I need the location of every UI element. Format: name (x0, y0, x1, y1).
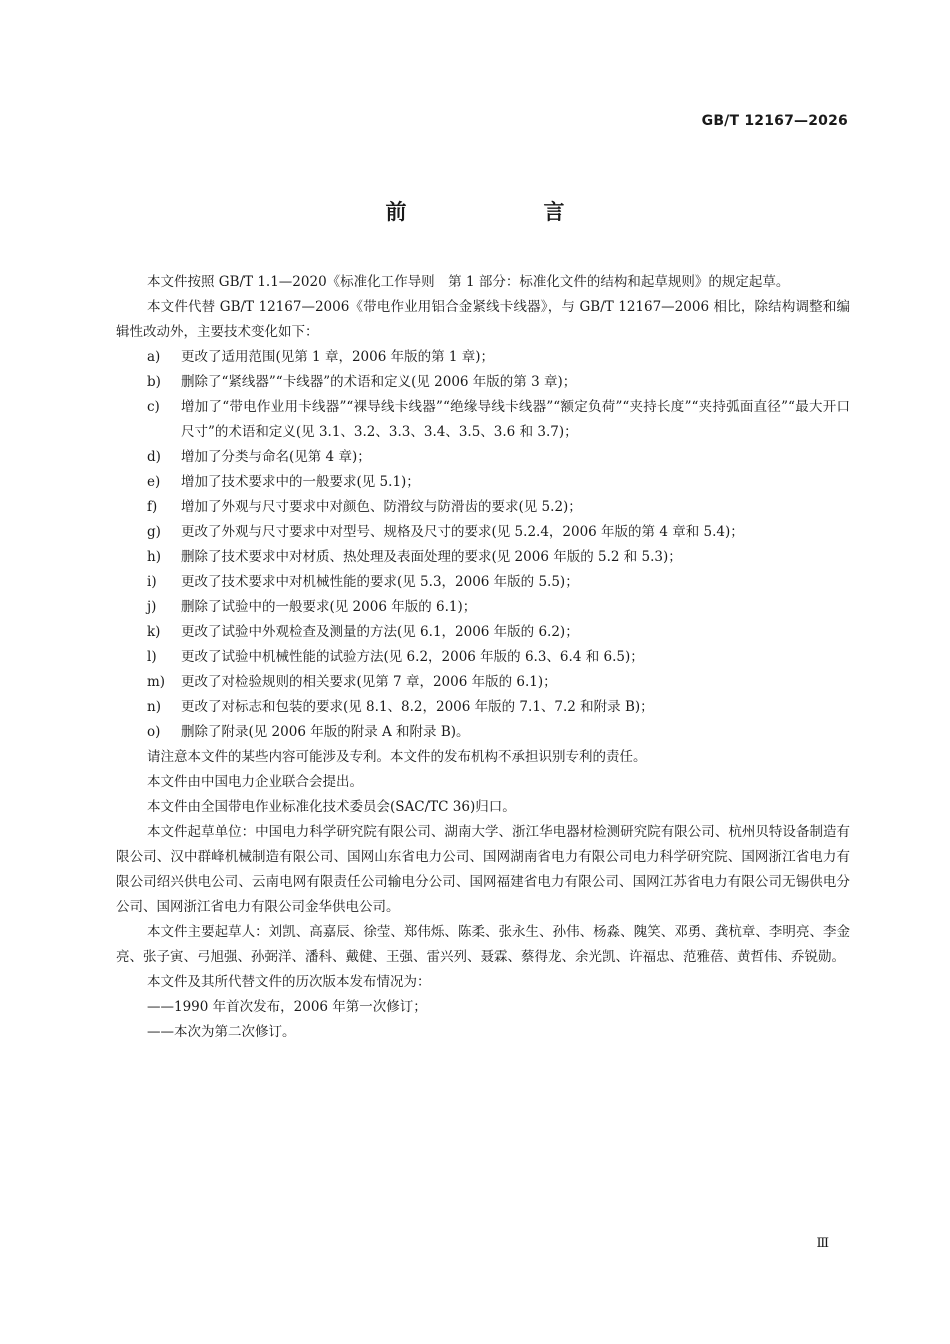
list-item (116, 695, 850, 720)
list-item (116, 645, 850, 670)
list-item (116, 620, 850, 645)
list-item (116, 720, 850, 745)
list-item-text: 删除了技术要求中对材质、热处理及表面处理的要求(见 2006 年版的 5.2 和 5.3)； (181, 549, 682, 565)
list-item (116, 595, 850, 620)
list-item-label: o) (147, 724, 161, 740)
list-item-text: 增加了技术要求中的一般要求(见 5.1)； (181, 474, 420, 490)
list-item-label: g) (147, 524, 161, 540)
list-item-text: 更改了外观与尺寸要求中对型号、规格及尺寸的要求(见 5.2.4，2006 年版的第 4 章和 5.4)； (181, 524, 744, 540)
list-item (116, 370, 850, 395)
list-item-text: 更改了技术要求中对机械性能的要求(见 5.3，2006 年版的 5.5)； (181, 574, 579, 590)
patent-notice: 请注意本文件的某些内容可能涉及专利。本文件的发布机构不承担识别专利的责任。 (147, 749, 647, 765)
page-number: Ⅲ (816, 1236, 829, 1251)
page-title: 前 言 (385, 200, 623, 224)
drafters-paragraph: 本文件主要起草人：刘凯、高嘉辰、徐莹、郑伟烁、陈柔、张永生、孙伟、杨淼、隗笑、邓勇、龚杭章、李明亮、李金亮、张子寅、弓旭强、孙弼洋、潘科、戴健、王强、雷兴列、聂霖、蔡得龙、余光凯、许福忠、范雅蓓、黄哲伟、乔锐勋。 (116, 924, 850, 965)
changes-list (116, 345, 850, 745)
list-item-label: m) (147, 674, 166, 690)
standard-number: GB/T 12167—2026 (701, 113, 848, 129)
list-item-label: i) (147, 574, 157, 590)
document-body (116, 270, 850, 1045)
list-item (116, 670, 850, 695)
list-item-text: 增加了分类与命名(见第 4 章)； (181, 449, 371, 465)
list-item-label: d) (147, 449, 161, 465)
intro-paragraph: 本文件代替 GB/T 12167—2006《带电作业用铝合金紧线卡线器》，与 GB/T 12167—2006 相比，除结构调整和编辑性改动外，主要技术变化如下： (116, 299, 850, 340)
list-item (116, 470, 850, 495)
list-item-label: a) (147, 349, 161, 365)
list-item-label: k) (147, 624, 161, 640)
intro-paragraph: 本文件按照 GB/T 1.1—2020《标准化工作导则 第 1 部分：标准化文件的结构和起草规则》的规定起草。 (147, 274, 790, 290)
list-item (116, 495, 850, 520)
list-item-text: 更改了试验中机械性能的试验方法(见 6.2，2006 年版的 6.3、6.4 和 6.5)； (181, 649, 644, 665)
list-item-text: 删除了附录(见 2006 年版的附录 A 和附录 B)。 (181, 724, 470, 740)
history-intro: 本文件及其所代替文件的历次版本发布情况为： (147, 974, 431, 990)
list-item-text: 更改了对标志和包装的要求(见 8.1、8.2，2006 年版的 7.1、7.2 和附录 B)； (181, 699, 654, 715)
list-item-label: b) (147, 374, 161, 390)
list-item-label: c) (147, 399, 160, 415)
list-item-text: 删除了试验中的一般要求(见 2006 年版的 6.1)； (181, 599, 477, 615)
list-item-label: n) (147, 699, 161, 715)
centralized-by-paragraph: 本文件由全国带电作业标准化技术委员会(SAC/TC 36)归口。 (147, 799, 516, 815)
drafting-units-paragraph: 本文件起草单位：中国电力科学研究院有限公司、湖南大学、浙江华电器材检测研究院有限公司、杭州贝特设备制造有限公司、汉中群峰机械制造有限公司、国网山东省电力公司、国网湖南省电力有限公司电力科学研究院、国网浙江省电力有限公司绍兴供电公司、云南电网有限责任公司输电分公司、国网福建省电力有限公司、国网江苏省电力有限公司无锡供电分公司、国网浙江省电力有限公司金华供电公司。 (116, 824, 850, 915)
list-item (116, 520, 850, 545)
history-item: ——1990 年首次发布，2006 年第一次修订； (147, 999, 427, 1015)
list-item (116, 345, 850, 370)
list-item (116, 445, 850, 470)
list-item-text: 更改了对检验规则的相关要求(见第 7 章，2006 年版的 6.1)； (181, 674, 557, 690)
list-item (116, 570, 850, 595)
proposer-paragraph: 本文件由中国电力企业联合会提出。 (147, 774, 363, 790)
list-item-text: 更改了适用范围(见第 1 章，2006 年版的第 1 章)； (181, 349, 495, 365)
list-item-text: 删除了“紧线器”“卡线器”的术语和定义(见 2006 年版的第 3 章)； (181, 374, 577, 390)
list-item-label: h) (147, 549, 161, 565)
list-item-label: f) (147, 499, 158, 515)
list-item-label: l) (147, 649, 157, 665)
list-item-text: 更改了试验中外观检查及测量的方法(见 6.1，2006 年版的 6.2)； (181, 624, 579, 640)
list-item-label: e) (147, 474, 161, 490)
list-item-text: 增加了外观与尺寸要求中对颜色、防滑纹与防滑齿的要求(见 5.2)； (181, 499, 582, 515)
history-item: ——本次为第二次修订。 (147, 1024, 296, 1040)
list-item (116, 545, 850, 570)
list-item (116, 395, 850, 445)
list-item-label: j) (147, 599, 157, 615)
list-item-text: 增加了“带电作业用卡线器”“裸导线卡线器”“绝缘导线卡线器”“额定负荷”“夹持长度”“夹持弧面直径”“最大开口尺寸”的术语和定义(见 3.1、3.2、3.3、3.4、3.5、3.6 和 3.7)； (181, 399, 850, 440)
